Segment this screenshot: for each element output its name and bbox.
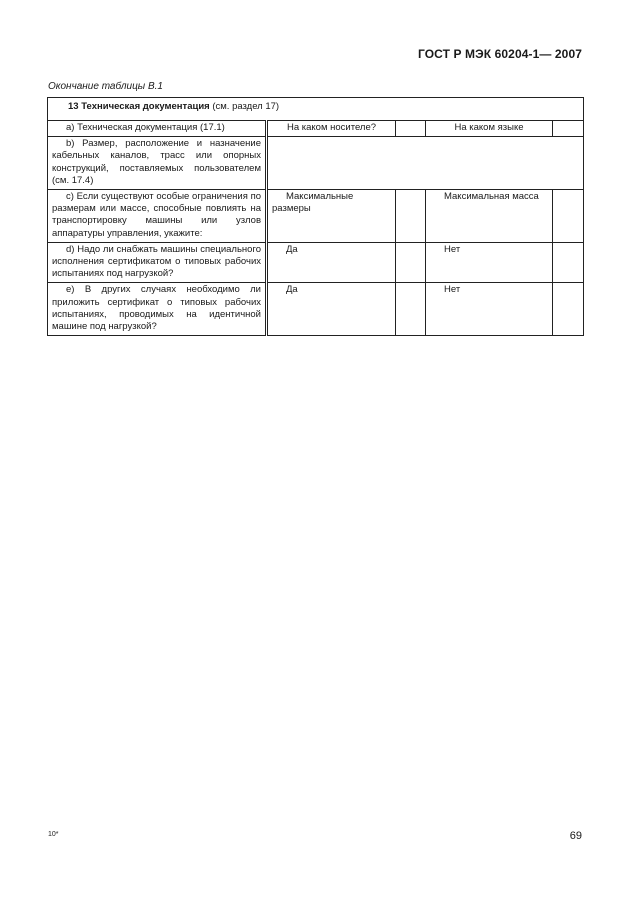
page-number: 69 — [569, 830, 582, 842]
answer-b-field[interactable] — [267, 137, 584, 190]
answer-max-mass-label: Максимальная масса — [426, 190, 553, 243]
answer-max-mass-field[interactable] — [553, 190, 584, 243]
question-c: c) Если существуют особые ограничения по размерам или массе, способные повлиять на транспортировку машины или узлов аппаратуры управления, укажите: — [48, 190, 267, 243]
answer-media-checkbox[interactable] — [396, 121, 426, 137]
answer-d-no-label: Нет — [426, 242, 553, 283]
table-row — [48, 137, 584, 190]
question-d: d) Надо ли снабжать машины специального исполнения сертификатом о типовых рабочих испытаниях под нагрузкой? — [48, 242, 267, 283]
section-reference: (см. раздел 17) — [212, 101, 280, 112]
question-e: e) В других случаях необходимо ли приложить сертификат о типовых рабочих испытаниях, проводимых на идентичной машине под нагрузкой? — [48, 283, 267, 336]
answer-max-dimensions-field[interactable] — [396, 190, 426, 243]
answer-language-label: На каком языке — [426, 121, 553, 137]
table-row — [48, 121, 584, 137]
table-row — [48, 242, 584, 283]
section-header — [48, 98, 584, 121]
answer-e-no-checkbox[interactable] — [553, 283, 584, 336]
table-caption: Окончание таблицы В.1 — [48, 81, 163, 92]
answer-language-checkbox[interactable] — [553, 121, 584, 137]
answer-d-yes-checkbox[interactable] — [396, 242, 426, 283]
answer-e-no-label: Нет — [426, 283, 553, 336]
section-header-row — [48, 98, 584, 121]
answer-d-yes-label: Да — [267, 242, 396, 283]
document-code: ГОСТ Р МЭК 60204-1— 2007 — [417, 47, 582, 61]
requirements-table — [47, 97, 584, 336]
question-b: b) Размер, расположение и назначение кабельных каналов, трасс или опорных конструкций, поставляемых пользователем (см. 17.4) — [48, 137, 267, 190]
question-a: a) Техническая документация (17.1) — [48, 121, 267, 137]
sheet-mark: 10* — [48, 831, 59, 838]
section-number: 13 — [68, 101, 79, 112]
answer-d-no-checkbox[interactable] — [553, 242, 584, 283]
answer-max-dimensions-label: Максимальные размеры — [267, 190, 396, 243]
answer-media-label: На каком носителе? — [267, 121, 396, 137]
section-title: Техническая документация — [81, 101, 210, 112]
table-row — [48, 283, 584, 336]
table-row — [48, 190, 584, 243]
answer-e-yes-label: Да — [267, 283, 396, 336]
answer-e-yes-checkbox[interactable] — [396, 283, 426, 336]
